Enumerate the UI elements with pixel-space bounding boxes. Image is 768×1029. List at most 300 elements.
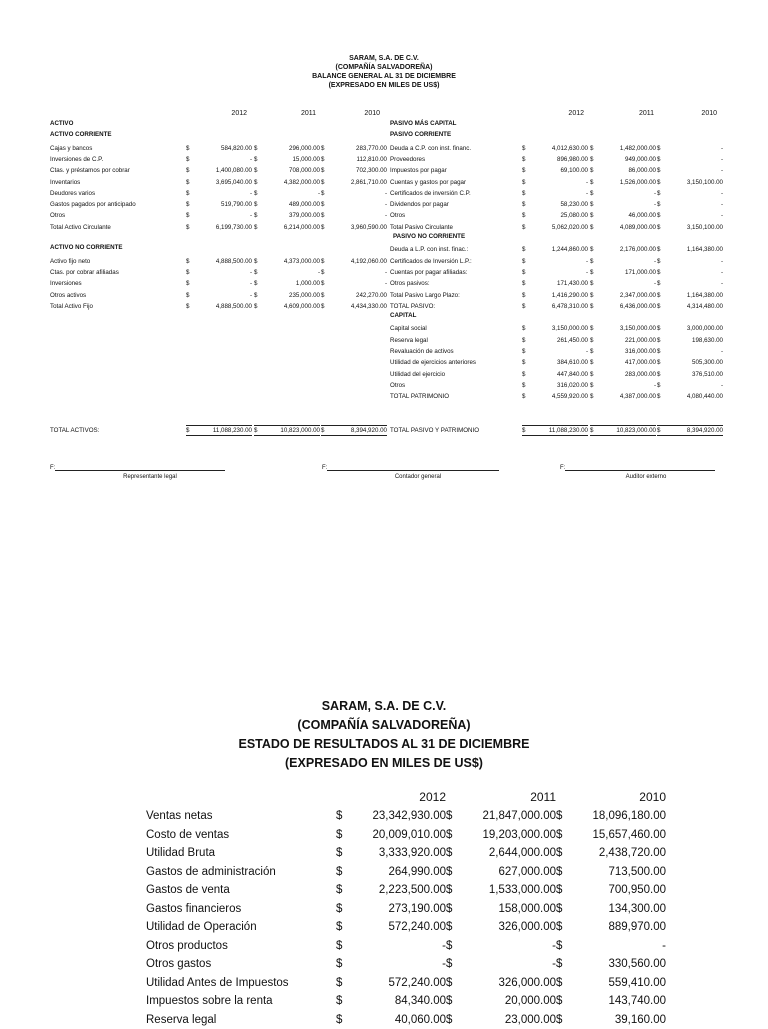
table-row	[390, 346, 730, 357]
currency-symbol: $	[254, 210, 257, 221]
amount: 4,314,480.00	[687, 301, 723, 312]
amount: 15,000.00	[292, 154, 320, 165]
amount: 4,434,330.00	[351, 301, 387, 312]
amount: -	[250, 278, 252, 289]
amount: 896,980.00	[557, 154, 588, 165]
amount: -	[385, 199, 387, 210]
section-heading: CAPITAL	[390, 312, 416, 319]
year-2011: 2011	[614, 110, 654, 117]
amount: -	[654, 188, 656, 199]
amount: 283,000.00	[625, 369, 656, 380]
value-cell	[321, 425, 387, 436]
amount: 572,240.00	[388, 974, 446, 993]
amount: 171,430.00	[557, 278, 588, 289]
table-row	[146, 900, 676, 919]
amount: -	[318, 267, 320, 278]
amount: -	[318, 188, 320, 199]
row-label: Cajas y bancos	[50, 143, 92, 154]
currency-symbol: $	[590, 323, 593, 334]
row-label: Total Activo Fijo	[50, 301, 93, 312]
row-label: Total Pasivo Circulante	[390, 222, 453, 233]
section-heading: ACTIVO NO CORRIENTE	[50, 244, 123, 251]
currency-symbol: $	[590, 426, 593, 435]
table-row	[50, 143, 390, 154]
amount: 11,088,230.00	[549, 426, 588, 435]
amount: 2,223,500.00	[379, 881, 446, 900]
currency-symbol: $	[522, 165, 525, 176]
amount: 235,000.00	[289, 290, 320, 301]
balance-units: (EXPRESADO EN MILES DE US$)	[0, 81, 768, 90]
amount: -	[385, 188, 387, 199]
currency-symbol: $	[254, 278, 257, 289]
currency-symbol: $	[321, 177, 324, 188]
currency-symbol: $	[657, 267, 660, 278]
amount: 6,478,310.00	[552, 301, 588, 312]
amount: 384,610.00	[557, 357, 588, 368]
amount: 376,510.00	[692, 369, 723, 380]
table-row	[50, 199, 390, 210]
currency-symbol: $	[657, 278, 660, 289]
currency-symbol: $	[321, 426, 324, 435]
currency-symbol: $	[336, 937, 342, 956]
amount: -	[721, 188, 723, 199]
amount: 10,823,000.00	[280, 426, 320, 435]
currency-symbol: $	[254, 222, 257, 233]
currency-symbol: $	[321, 199, 324, 210]
currency-symbol: $	[336, 863, 342, 882]
row-label: Gastos de administración	[146, 863, 276, 882]
amount: 134,300.00	[608, 900, 666, 919]
currency-symbol: $	[522, 357, 525, 368]
currency-symbol: $	[321, 256, 324, 267]
currency-symbol: $	[522, 143, 525, 154]
year-2012: 2012	[207, 110, 247, 117]
amount: 4,888,500.00	[216, 301, 252, 312]
amount: 283,770.00	[356, 143, 387, 154]
amount: 158,000.00	[498, 900, 556, 919]
section-heading: PASIVO NO CORRIENTE	[393, 233, 465, 240]
row-label: Inversiones de C.P.	[50, 154, 103, 165]
amount: 2,176,000.00	[620, 244, 656, 255]
row-label: Reserva legal	[146, 1011, 216, 1029]
currency-symbol: $	[254, 199, 257, 210]
table-row	[146, 992, 676, 1011]
currency-symbol: $	[336, 1011, 342, 1029]
table-row	[390, 357, 730, 368]
currency-symbol: $	[522, 188, 525, 199]
amount: -	[654, 199, 656, 210]
currency-symbol: $	[254, 426, 257, 435]
year-2012: 2012	[396, 790, 446, 804]
amount: -	[721, 256, 723, 267]
currency-symbol: $	[254, 165, 257, 176]
currency-symbol: $	[590, 369, 593, 380]
table-row	[390, 222, 730, 233]
year-2011: 2011	[506, 790, 556, 804]
currency-symbol: $	[657, 335, 660, 346]
amount: -	[385, 278, 387, 289]
amount: -	[442, 937, 446, 956]
signature-line	[50, 463, 225, 471]
income-units: (EXPRESADO EN MILES DE US$)	[0, 754, 768, 773]
table-row	[146, 881, 676, 900]
income-title	[0, 697, 768, 773]
amount: 379,000.00	[289, 210, 320, 221]
row-label: Otros productos	[146, 937, 228, 956]
row-label: Certificados de Inversión L.P.:	[390, 256, 472, 267]
row-label: Reserva legal	[390, 335, 428, 346]
currency-symbol: $	[446, 992, 452, 1011]
currency-symbol: $	[657, 301, 660, 312]
currency-symbol: $	[321, 290, 324, 301]
amount: 143,740.00	[608, 992, 666, 1011]
currency-symbol: $	[186, 154, 189, 165]
amount: 18,096,180.00	[592, 807, 666, 826]
value-cell	[590, 425, 656, 436]
amount: 1,164,380.00	[687, 244, 723, 255]
currency-symbol: $	[446, 955, 452, 974]
row-label: Ctas. y préstamos por cobrar	[50, 165, 130, 176]
currency-symbol: $	[186, 177, 189, 188]
currency-symbol: $	[446, 937, 452, 956]
amount: -	[721, 278, 723, 289]
table-row	[146, 863, 676, 882]
amount: 39,160.00	[615, 1011, 666, 1029]
currency-symbol: $	[446, 807, 452, 826]
amount: -	[552, 955, 556, 974]
amount: -	[721, 165, 723, 176]
table-row	[50, 301, 390, 312]
table-row	[390, 335, 730, 346]
currency-symbol: $	[556, 974, 562, 993]
currency-symbol: $	[556, 937, 562, 956]
currency-symbol: $	[254, 154, 257, 165]
table-row	[390, 244, 730, 255]
currency-symbol: $	[657, 290, 660, 301]
table-row	[390, 165, 730, 176]
currency-symbol: $	[522, 267, 525, 278]
currency-symbol: $	[556, 863, 562, 882]
amount: 2,644,000.00	[489, 844, 556, 863]
currency-symbol: $	[522, 346, 525, 357]
amount: 4,559,920.00	[552, 391, 588, 402]
currency-symbol: $	[186, 290, 189, 301]
table-row	[50, 177, 390, 188]
value-cell	[657, 425, 723, 436]
amount: 713,500.00	[608, 863, 666, 882]
currency-symbol: $	[522, 380, 525, 391]
signature-prefix: F:	[322, 465, 327, 471]
income-company-sub: (COMPAÑÍA SALVADOREÑA)	[0, 716, 768, 735]
currency-symbol: $	[186, 222, 189, 233]
currency-symbol: $	[336, 955, 342, 974]
amount: 261,450.00	[557, 335, 588, 346]
amount: 86,000.00	[628, 165, 656, 176]
amount: 326,000.00	[498, 918, 556, 937]
amount: 3,695,040.00	[216, 177, 252, 188]
currency-symbol: $	[657, 188, 660, 199]
currency-symbol: $	[590, 154, 593, 165]
table-row	[146, 974, 676, 993]
row-label: Cuentas y gastos por pagar	[390, 177, 466, 188]
table-row	[390, 143, 730, 154]
row-label: Total Pasivo Largo Plazo:	[390, 290, 460, 301]
table-row	[146, 955, 676, 974]
amount: 700,950.00	[608, 881, 666, 900]
amount: 264,990.00	[388, 863, 446, 882]
amount: 2,438,720.00	[599, 844, 666, 863]
currency-symbol: $	[590, 199, 593, 210]
total-row	[50, 425, 390, 436]
amount: 221,000.00	[625, 335, 656, 346]
row-label: Impuestos sobre la renta	[146, 992, 273, 1011]
value-cell	[522, 425, 588, 436]
currency-symbol: $	[556, 844, 562, 863]
income-company: SARAM, S.A. DE C.V.	[0, 697, 768, 716]
row-label: Inventarios	[50, 177, 80, 188]
balance-company-sub: (COMPAÑÍA SALVADOREÑA)	[0, 63, 768, 72]
amount: -	[586, 188, 588, 199]
currency-symbol: $	[186, 199, 189, 210]
currency-symbol: $	[590, 346, 593, 357]
currency-symbol: $	[336, 807, 342, 826]
currency-symbol: $	[657, 391, 660, 402]
year-2011: 2011	[276, 110, 316, 117]
row-label: Utilidad de ejercicios anteriores	[390, 357, 476, 368]
row-label: Deuda a C.P. con inst. financ.	[390, 143, 471, 154]
row-label: Capital social	[390, 323, 427, 334]
currency-symbol: $	[336, 881, 342, 900]
row-label: Utilidad Bruta	[146, 844, 215, 863]
currency-symbol: $	[556, 807, 562, 826]
year-2012: 2012	[544, 110, 584, 117]
currency-symbol: $	[186, 210, 189, 221]
currency-symbol: $	[446, 900, 452, 919]
currency-symbol: $	[336, 992, 342, 1011]
table-row	[146, 807, 676, 826]
currency-symbol: $	[590, 278, 593, 289]
signature-underline	[327, 463, 499, 471]
currency-symbol: $	[657, 256, 660, 267]
amount: 1,533,000.00	[489, 881, 556, 900]
currency-symbol: $	[446, 974, 452, 993]
amount: 505,300.00	[692, 357, 723, 368]
section-heading: PASIVO CORRIENTE	[390, 131, 451, 138]
currency-symbol: $	[254, 267, 257, 278]
amount: 447,840.00	[557, 369, 588, 380]
currency-symbol: $	[657, 199, 660, 210]
currency-symbol: $	[254, 256, 257, 267]
amount: 627,000.00	[498, 863, 556, 882]
amount: 6,436,000.00	[620, 301, 656, 312]
amount: 3,150,100.00	[687, 177, 723, 188]
table-row	[390, 154, 730, 165]
row-label: Otros	[390, 210, 405, 221]
row-label: Cuentas por pagar afiliadas:	[390, 267, 467, 278]
amount: 3,960,590.00	[351, 222, 387, 233]
currency-symbol: $	[321, 210, 324, 221]
currency-symbol: $	[657, 323, 660, 334]
table-row	[390, 369, 730, 380]
currency-symbol: $	[186, 256, 189, 267]
amount: 20,009,010.00	[372, 826, 446, 845]
currency-symbol: $	[186, 165, 189, 176]
currency-symbol: $	[522, 210, 525, 221]
amount: 4,012,630.00	[552, 143, 588, 154]
currency-symbol: $	[657, 154, 660, 165]
amount: 171,000.00	[625, 267, 656, 278]
amount: 326,000.00	[498, 974, 556, 993]
currency-symbol: $	[336, 844, 342, 863]
currency-symbol: $	[556, 900, 562, 919]
amount: -	[250, 188, 252, 199]
amount: 4,387,000.00	[620, 391, 656, 402]
amount: 4,888,500.00	[216, 256, 252, 267]
signature-line	[322, 463, 499, 471]
amount: 40,060.00	[395, 1011, 446, 1029]
amount: -	[586, 256, 588, 267]
amount: 316,000.00	[625, 346, 656, 357]
signature-role: Auditor externo	[586, 474, 706, 480]
table-row	[50, 222, 390, 233]
amount: 417,000.00	[625, 357, 656, 368]
currency-symbol: $	[590, 143, 593, 154]
table-row	[390, 301, 730, 312]
currency-symbol: $	[522, 335, 525, 346]
balance-title	[0, 54, 768, 90]
row-label: Utilidad de Operación	[146, 918, 257, 937]
table-row	[50, 267, 390, 278]
section-heading: ACTIVO	[50, 120, 73, 127]
row-label: Gastos pagados por anticipado	[50, 199, 136, 210]
currency-symbol: $	[657, 244, 660, 255]
row-label: Revaluación de activos	[390, 346, 454, 357]
amount: -	[586, 346, 588, 357]
amount: 949,000.00	[625, 154, 656, 165]
amount: 69,100.00	[560, 165, 588, 176]
currency-symbol: $	[590, 210, 593, 221]
row-label: Ctas. por cobrar afiliadas	[50, 267, 119, 278]
signature-prefix: F:	[50, 465, 55, 471]
amount: -	[250, 210, 252, 221]
amount: 8,394,920.00	[351, 426, 387, 435]
row-label: Gastos financieros	[146, 900, 241, 919]
table-row	[390, 278, 730, 289]
table-row	[390, 391, 730, 402]
section-heading: ACTIVO CORRIENTE	[50, 131, 112, 138]
table-row	[146, 826, 676, 845]
currency-symbol: $	[590, 290, 593, 301]
amount: -	[654, 256, 656, 267]
currency-symbol: $	[590, 244, 593, 255]
currency-symbol: $	[186, 267, 189, 278]
currency-symbol: $	[321, 301, 324, 312]
amount: 3,333,920.00	[379, 844, 446, 863]
table-row	[146, 844, 676, 863]
currency-symbol: $	[590, 380, 593, 391]
amount: 4,080,440.00	[687, 391, 723, 402]
row-label: Proveedores	[390, 154, 425, 165]
amount: 4,382,000.00	[284, 177, 320, 188]
currency-symbol: $	[336, 826, 342, 845]
amount: 5,062,020.00	[552, 222, 588, 233]
amount: 11,088,230.00	[213, 426, 252, 435]
currency-symbol: $	[336, 900, 342, 919]
row-label: Ventas netas	[146, 807, 213, 826]
currency-symbol: $	[657, 177, 660, 188]
currency-symbol: $	[590, 222, 593, 233]
amount: 708,000.00	[289, 165, 320, 176]
section-heading: PASIVO MÁS CAPITAL	[390, 120, 456, 127]
currency-symbol: $	[590, 357, 593, 368]
currency-symbol: $	[657, 369, 660, 380]
currency-symbol: $	[254, 143, 257, 154]
amount: -	[250, 154, 252, 165]
table-row	[390, 199, 730, 210]
amount: -	[552, 937, 556, 956]
amount: 25,080.00	[560, 210, 588, 221]
amount: 2,861,710.00	[351, 177, 387, 188]
amount: -	[662, 937, 666, 956]
signature-role: Contador general	[358, 474, 478, 480]
value-cell	[186, 425, 252, 436]
row-label: Otros	[50, 210, 65, 221]
income-heading: ESTADO DE RESULTADOS AL 31 DE DICIEMBRE	[0, 735, 768, 754]
amount: 6,199,730.00	[216, 222, 252, 233]
amount: 273,190.00	[388, 900, 446, 919]
amount: 1,416,290.00	[552, 290, 588, 301]
currency-symbol: $	[321, 267, 324, 278]
row-label: TOTAL PASIVO:	[390, 301, 435, 312]
amount: 1,244,860.00	[552, 244, 588, 255]
currency-symbol: $	[590, 301, 593, 312]
currency-symbol: $	[590, 165, 593, 176]
amount: 6,214,000.00	[284, 222, 320, 233]
currency-symbol: $	[446, 844, 452, 863]
currency-symbol: $	[657, 346, 660, 357]
amount: 4,089,000.00	[620, 222, 656, 233]
amount: 1,000.00	[296, 278, 320, 289]
currency-symbol: $	[254, 290, 257, 301]
amount: 702,300.00	[356, 165, 387, 176]
table-row	[390, 256, 730, 267]
amount: -	[385, 267, 387, 278]
currency-symbol: $	[321, 165, 324, 176]
row-label: Deudores varios	[50, 188, 95, 199]
currency-symbol: $	[446, 918, 452, 937]
signature-prefix: F:	[560, 465, 565, 471]
table-row	[390, 290, 730, 301]
value-cell	[254, 425, 320, 436]
amount: 8,394,920.00	[687, 426, 723, 435]
amount: -	[721, 154, 723, 165]
amount: 559,410.00	[608, 974, 666, 993]
currency-symbol: $	[556, 955, 562, 974]
currency-symbol: $	[522, 154, 525, 165]
row-label: Deuda a L.P. con inst. finac.:	[390, 244, 468, 255]
amount: 584,820.00	[221, 143, 252, 154]
row-label: Total Activo Circulante	[50, 222, 111, 233]
currency-symbol: $	[522, 369, 525, 380]
table-row	[390, 210, 730, 221]
amount: 519,790.00	[221, 199, 252, 210]
table-row	[50, 188, 390, 199]
currency-symbol: $	[657, 357, 660, 368]
amount: 23,000.00	[505, 1011, 556, 1029]
table-row	[390, 267, 730, 278]
table-row	[50, 256, 390, 267]
currency-symbol: $	[657, 143, 660, 154]
